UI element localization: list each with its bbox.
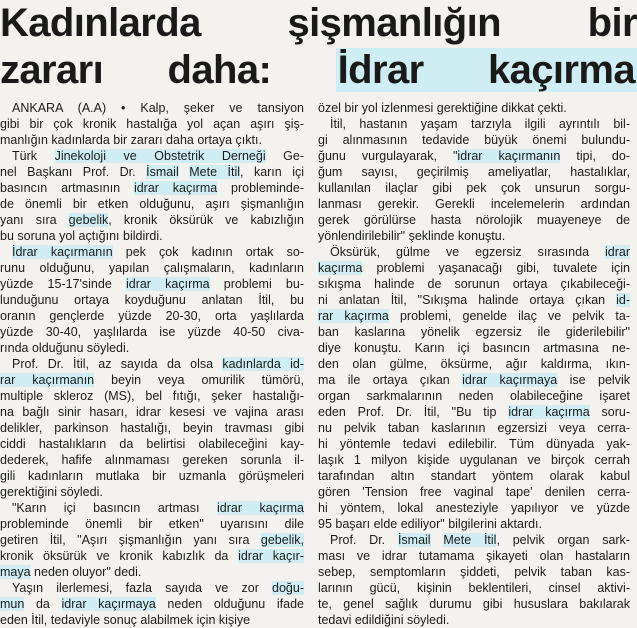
article-headline [0,0,637,94]
right-col-line-3: ğunu vurgulayarak, "idrar kaçırmanın tipi, do- [318,149,630,163]
left-col-line-7: yanı sıra gebelik, kronik öksürük ve kabızlığın [0,213,304,227]
left-col-line-16: Prof. Dr. İtil, az sayıda da olsa kadınlarda id- [12,357,304,371]
keyword-highlight: idrar kaçır- [238,549,305,563]
headline-line-1: Kadınlarda şişmanlığın bir [0,1,637,45]
keyword-highlight: kadınlarda id- [222,357,304,371]
right-col-line-16: den olan gülme, öksürme, ağır kaldırma, ıkın- [318,357,630,371]
keyword-highlight: idrar kaçırmaya [462,373,558,387]
keyword-highlight: idrar kaçırmaya [61,597,156,611]
right-col-line-29: sebep, semptomların şiddeti, pelvik taban kas- [318,565,630,579]
keyword-highlight: Jinekoloji ve Obstetrik Derneği [54,149,266,163]
right-col-line-19: eden Prof. Dr. İtil, "Bu tip idrar kaçırma soru- [318,405,631,419]
right-col-line-26: 95 başarı elde ediliyor" bilgilerini aktardı. [318,517,542,531]
keyword-highlight: Mete İtil [189,165,240,179]
left-col-line-22: dederek, hafife alınmaması gereken sorunla il- [0,453,304,467]
keyword-highlight: idrar kaçırma [125,277,210,291]
left-col-line-0: ANKARA (A.A) • Kalp, şeker ve tansiyon [12,101,304,115]
left-col-line-28: kronik öksürük ve kronik kabızlık da idrar kaçır- [0,549,305,563]
right-col-line-2: gi alınmasının tedavide büyük önemi bulundu- [318,133,630,147]
left-col-line-15: rında olduğunu söyledi. [0,341,130,355]
right-col-line-8: yönlendirilebilir" şeklinde konuştu. [318,229,506,243]
article-column-left [0,100,304,628]
left-col-line-31: mun da idrar kaçırmaya neden olduğunu ifade [0,597,304,611]
left-col-line-18: multiple skleroz (MS), bel fıtığı, şeker hastalığı- [0,389,304,403]
left-col-line-27: getiren İtil, "Aşırı şişmanlığın yanı sıra gebelik, [0,533,304,547]
left-col-line-6: de önemli bir etken olduğunu, aşırı şişmanlığın [0,197,304,211]
left-col-line-30: Yaşın ilerlemesi, fazla sayıda ve zor doğu- [12,581,304,595]
keyword-highlight: maya [0,565,31,579]
right-col-line-6: lanması gerekir. Gerekli incelemelerin ardından [318,197,630,211]
right-col-line-24: gören 'Tension free vaginal tape' denilen cerra- [318,485,630,499]
left-col-line-8: bu soruna yol açtığını bildirdi. [0,229,163,243]
right-col-line-22: laşık 1 milyon kişide uygulanan ve birçok cerrah [318,453,630,467]
left-col-line-11: yüzde 15-17'sinde idrar kaçırma problemi bu- [0,277,304,291]
right-col-line-28: ması ve idrar tutamama şikayeti olan hastaların [318,549,630,563]
headline-highlight: İdrar kaçırma [337,48,635,92]
left-col-line-25: "Karın içi basıncın artması idrar kaçırma [12,501,304,515]
right-col-line-23: tarafından altın standart yöntem olarak kabul [318,469,630,483]
right-col-line-25: hi yöntem, lokal anesteziyle yapılıyor ve yüzde [318,501,630,515]
left-col-line-29: maya neden oluyor" dedi. [0,565,142,579]
right-col-line-5: kullanılan ilaçlar gibi pek çok unsurun sorgu- [318,181,630,195]
left-col-line-4: nel Başkanı Prof. Dr. İsmail Mete İtil, karın içi [0,165,305,179]
keyword-highlight: idrar kaçırma [133,181,218,195]
right-col-line-32: tedavi edildiğini söyledi. [318,613,450,627]
keyword-highlight: doğu- [272,581,304,595]
keyword-highlight: gebelik, [260,533,304,547]
left-col-line-1: gibi bir çok kronik hastalığa yol açan aşırı şiş- [0,117,304,131]
left-col-line-13: oranın gençlerde yüzde 20-30, orta yaşlılarda [0,309,304,323]
right-col-line-17: ma ile ortaya çıkan idrar kaçırmaya ise pelvik [318,373,630,387]
right-col-line-9: Öksürük, gülme ve egzersiz sırasında idrar [330,245,630,259]
keyword-highlight: idrar kaçırma [508,405,590,419]
right-col-line-7: gerek görülürse hasta nörolojik muayeneye de [318,213,630,227]
keyword-highlight: mun [0,597,25,611]
right-col-line-0: özel bir yol izlenmesi gerektiğine dikkat çekti. [318,101,567,115]
keyword-highlight: İsmail [146,165,179,179]
headline-line-2-plain: zararı daha: [0,48,336,92]
right-col-line-10: kaçırma problemi yaşanacağı gibi, tuvalete için [318,261,630,275]
left-col-line-21: ciddi hastalıkların da belirtisi olabileceğini kay- [0,437,304,451]
article-column-right [318,100,630,628]
left-col-line-3: Türk Jinekoloji ve Obstetrik Derneği Ge- [12,149,305,163]
right-col-line-4: ğum sayısı, geçirilmiş ameliyatlar, hastalıklar, [318,165,630,179]
right-col-line-30: larının gücü, kişinin beklentileri, cinsel aktivi- [318,581,630,595]
headline-line-2 [0,47,637,94]
keyword-highlight: rar kaçırma [318,309,389,323]
right-col-line-21: hi yöntemle tedavi edilebilir. Tüm dünyada yak- [318,437,630,451]
left-col-line-26: probleminde önemli bir etken" uyarısını dile [0,517,304,531]
keyword-highlight: Mete İtil [443,533,497,547]
right-col-line-12: ni anlatan İtil, "Sıkışma halinde ortaya çıkan id- [318,293,630,307]
right-col-line-27: Prof. Dr. İsmail Mete İtil, pelvik organ sark- [330,533,630,547]
left-col-line-5: basıncın artmasının idrar kaçırma probleminde- [0,181,304,195]
right-col-line-15: diye konuştu. Karın içi basıncın artmasına ne- [318,341,630,355]
left-col-line-32: eden İtil, tedaviyle sonuç alabilmek için kişiye [0,613,251,627]
right-col-line-18: organ sarkmalarının neden olabileceğine işaret [318,389,630,403]
left-col-line-17: rar kaçırmanın beyin veya omurilik tümörü, [0,373,304,387]
keyword-highlight: idrar kaçırmanın [457,149,561,163]
keyword-highlight: kaçırma [318,261,363,275]
right-col-line-31: te, genel sağlık durumu gibi hususlara bakılarak [318,597,630,611]
left-col-line-20: delikler, parkinson hastalığı, beyin travması gibi [0,421,304,435]
left-col-line-24: gerektiğini söyledi. [0,485,103,499]
left-col-line-14: yüzde 30-40, yaşlılarda ise yüzde 40-50 civa- [0,325,304,339]
keyword-highlight: İdrar kaçırmanın [12,245,113,259]
left-col-line-19: na bağlı sinir hasarı, idrar kesesi ve vajina arası [0,405,304,419]
keyword-highlight: gebelik [68,213,109,227]
keyword-highlight: İsmail [397,533,431,547]
keyword-highlight: idrar [604,245,630,259]
keyword-highlight: rar kaçırmanın [0,373,95,387]
right-col-line-13: rar kaçırma problemi, genelde ilaç ve pelvik ta- [318,309,630,323]
right-col-line-1: İtil, hastanın yaşam tarzıyla ilgili ayrıntılı bil- [330,117,630,131]
right-col-line-11: sıkışma halinde de sorunun ortaya çıkabileceği- [318,277,630,291]
left-col-line-2: manlığın kadınlarda bir zararı daha ortaya çıktı. [0,133,262,147]
left-col-line-10: runu olduğunu, yapılan çalışmaların, kadınların [0,261,304,275]
left-col-line-12: lunduğunu ortaya koyduğunu anlatan İtil, bu [0,293,304,307]
right-col-line-14: ban kaslarına yönelik egzersiz ile giderilebilir" [318,325,630,339]
keyword-highlight: idrar kaçırma [217,501,304,515]
left-col-line-23: gili kadınların mutlaka bir uzmanla görüşmeleri [0,469,304,483]
left-col-line-9: İdrar kaçırmanın pek çok kadının ortak so- [12,245,304,259]
right-col-line-20: nu pelvik taban kaslarının egzersizi veya cerra- [318,421,630,435]
keyword-highlight: id- [616,293,630,307]
